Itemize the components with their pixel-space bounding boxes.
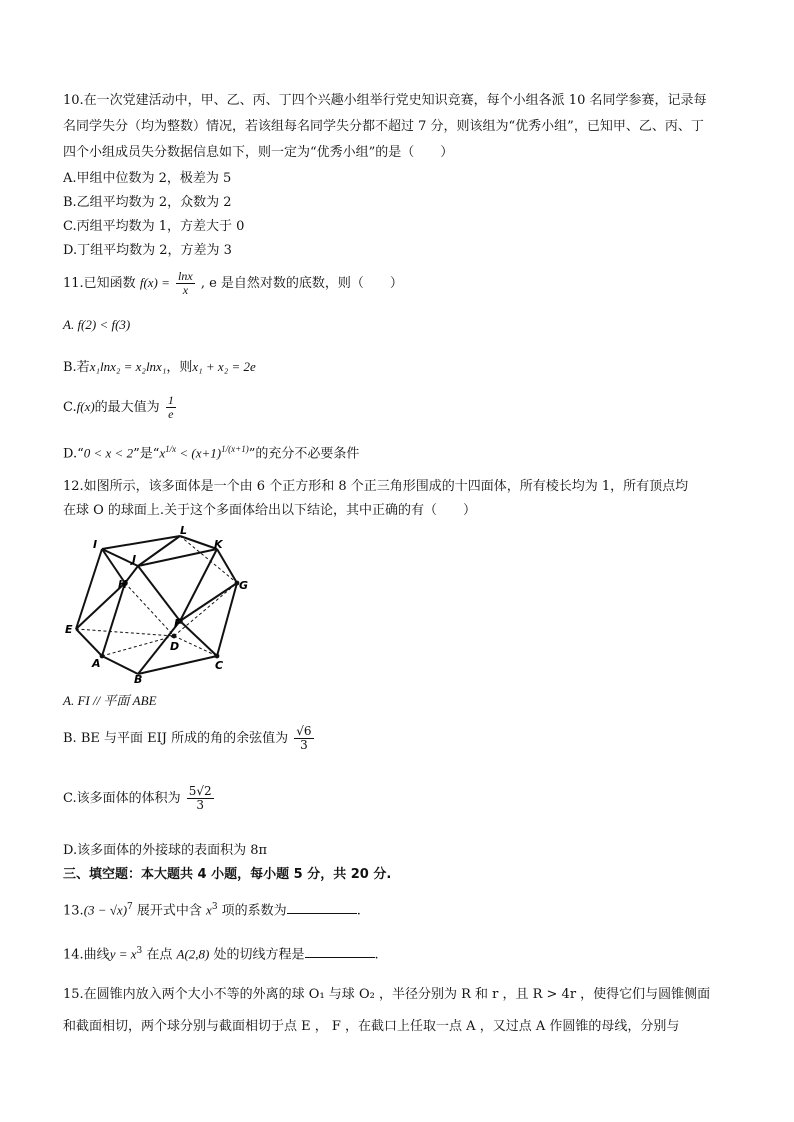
q11-optc-math: f(x) bbox=[76, 399, 95, 414]
q11-option-b bbox=[63, 358, 256, 377]
q11-optd-lt: < (x+1) bbox=[176, 445, 222, 461]
vertex-label-c: C bbox=[215, 659, 224, 672]
q12-optc-den: 3 bbox=[196, 798, 205, 812]
q12-line2: 在球 O 的球面上.关于这个多面体给出以下结论，其中正确的有（ ） bbox=[63, 503, 477, 518]
q10-option-b: B.乙组平均数为 2，众数为 2 bbox=[63, 195, 232, 210]
q15-line2: 和截面相切，两个球分别与截面相切于点 E ， F ，在截口上任取一点 A ，又过点 A 作圆锥的母线，分别与 bbox=[63, 1019, 680, 1034]
vertex-label-i: I bbox=[93, 538, 98, 551]
q13-math: (3 − √x) bbox=[83, 902, 128, 918]
q11-optb-math: x₁lnx₂ = x₂lnx₁ bbox=[89, 359, 167, 374]
q12-option-b bbox=[63, 722, 316, 756]
q11-fraction bbox=[176, 270, 195, 297]
q14 bbox=[63, 942, 379, 964]
vertex-label-e: E bbox=[65, 623, 73, 636]
q11-optc-mid: 的最大值为 bbox=[94, 400, 160, 415]
polyhedron-figure bbox=[62, 526, 262, 686]
q10-line3: 四个小组成员失分数据信息如下，则一定为“优秀小组”的是（ ） bbox=[63, 145, 454, 160]
vertex-label-g: G bbox=[239, 579, 249, 592]
q10-line2: 名同学失分（均为整数）情况，若该组每名同学失分都不超过 7 分，则该组为“优秀小组”，已知甲、乙、丙、丁 bbox=[63, 119, 704, 134]
q14-end: . bbox=[374, 947, 379, 963]
q11-optc-fraction bbox=[166, 394, 176, 421]
q11-stem bbox=[63, 268, 403, 299]
q11-optb-mid: ，则 bbox=[166, 360, 193, 375]
vertex-label-f: F bbox=[174, 617, 182, 630]
vertex-label-d: D bbox=[170, 640, 180, 653]
q13-prefix: 13. bbox=[63, 903, 84, 919]
q11-optd-math1: 0 < x < 2 bbox=[83, 445, 134, 461]
q14-point: A(2,8) bbox=[176, 946, 210, 962]
section3-title: 三、填空题：本大题共 4 小题，每小题 5 分，共 20 分. bbox=[63, 867, 392, 882]
q12-option-c bbox=[63, 782, 216, 816]
vertex-label-a: A bbox=[92, 657, 101, 670]
q11-frac-den: x bbox=[182, 283, 189, 297]
vertex-label-b: B bbox=[134, 673, 143, 686]
q13-term: x bbox=[206, 902, 212, 918]
q14-math: y = x bbox=[109, 946, 137, 962]
q12-optb-fraction bbox=[294, 725, 313, 752]
q11-optb-math2: x₁ + x₂ = 2e bbox=[192, 359, 256, 374]
q11-option-c bbox=[63, 392, 178, 423]
q12-optc-num: 5√2 bbox=[188, 784, 212, 798]
q11-option-a: A. f(2) < f(3) bbox=[63, 317, 131, 332]
q13-term-exp: 3 bbox=[211, 902, 218, 912]
q10-option-c: C.丙组平均数为 1，方差大于 0 bbox=[63, 219, 245, 234]
q12-optc-fraction bbox=[187, 785, 214, 812]
q12-optb-num: √6 bbox=[296, 724, 312, 738]
vertex-label-l: L bbox=[180, 526, 188, 537]
q11-frac-num: lnx bbox=[178, 269, 193, 283]
q11-optd-math2: x bbox=[159, 445, 166, 461]
q11-optc-den: e bbox=[168, 407, 174, 421]
q10-option-d: D.丁组平均数为 2，方差为 3 bbox=[63, 243, 232, 258]
q13 bbox=[63, 898, 361, 920]
q11-optc-num: 1 bbox=[167, 393, 174, 407]
q11-option-d bbox=[63, 440, 359, 463]
q13-end: . bbox=[356, 903, 361, 919]
q14-suffix: 处的切线方程是 bbox=[209, 947, 305, 963]
q12-optc-prefix: C.该多面体的体积为 bbox=[63, 791, 181, 806]
q11-optd-exp1: 1/x bbox=[165, 444, 177, 454]
q13-mid: 展开式中含 bbox=[132, 903, 207, 919]
q11-suffix: , e 是自然对数的底数，则（ ） bbox=[200, 276, 403, 291]
q10-option-a: A.甲组中位数为 2，极差为 5 bbox=[63, 171, 232, 186]
q12-optb-den: 3 bbox=[300, 738, 308, 752]
q11-optb-prefix: B.若 bbox=[63, 360, 90, 375]
q11-optd-mid: ”是“ bbox=[133, 446, 160, 462]
q10-line1: 10.在一次党建活动中，甲、乙、丙、丁四个兴趣小组举行党史知识竞赛，每个小组各派 10 名同学参赛，记录每 bbox=[63, 93, 707, 108]
q12-optb-prefix: B. BE 与平面 EIJ 所成的角的余弦值为 bbox=[63, 731, 289, 746]
q12-line1: 12.如图所示，该多面体是一个由 6 个正方形和 8 个正三角形围成的十四面体，所有棱长均为 1，所有顶点均 bbox=[63, 479, 689, 494]
q11-func: f(x) = bbox=[139, 275, 170, 290]
q11-optd-suffix: ”的充分不必要条件 bbox=[248, 446, 360, 462]
q11-optd-exp2: 1/(x+1) bbox=[221, 444, 249, 454]
q15-line1: 15.在圆锥内放入两个大小不等的外离的球 O₁ 与球 O₂ ，半径分别为 R 和 r ，且 R > 4r ，使得它们与圆锥侧面 bbox=[63, 987, 711, 1002]
q12-option-d: D.该多面体的外接球的表面积为 8π bbox=[63, 843, 268, 858]
vertex-label-j: J bbox=[132, 553, 137, 566]
q12-option-a: A. FI // 平面 ABE bbox=[63, 693, 157, 708]
q13-answer-blank[interactable] bbox=[287, 901, 357, 914]
q11-prefix: 11.已知函数 bbox=[63, 276, 136, 291]
q11-optd-prefix: D.“ bbox=[63, 446, 84, 462]
q14-answer-blank[interactable] bbox=[305, 945, 375, 958]
q14-prefix: 14.曲线 bbox=[63, 947, 110, 963]
vertex-label-h: H bbox=[118, 578, 128, 591]
q13-exp: 7 bbox=[127, 902, 133, 912]
q14-exp: 3 bbox=[136, 946, 143, 956]
q13-suffix: 项的系数为 bbox=[217, 903, 287, 919]
vertex-label-k: K bbox=[214, 538, 223, 551]
q14-mid: 在点 bbox=[142, 947, 177, 963]
q11-optc-prefix: C. bbox=[63, 400, 77, 415]
